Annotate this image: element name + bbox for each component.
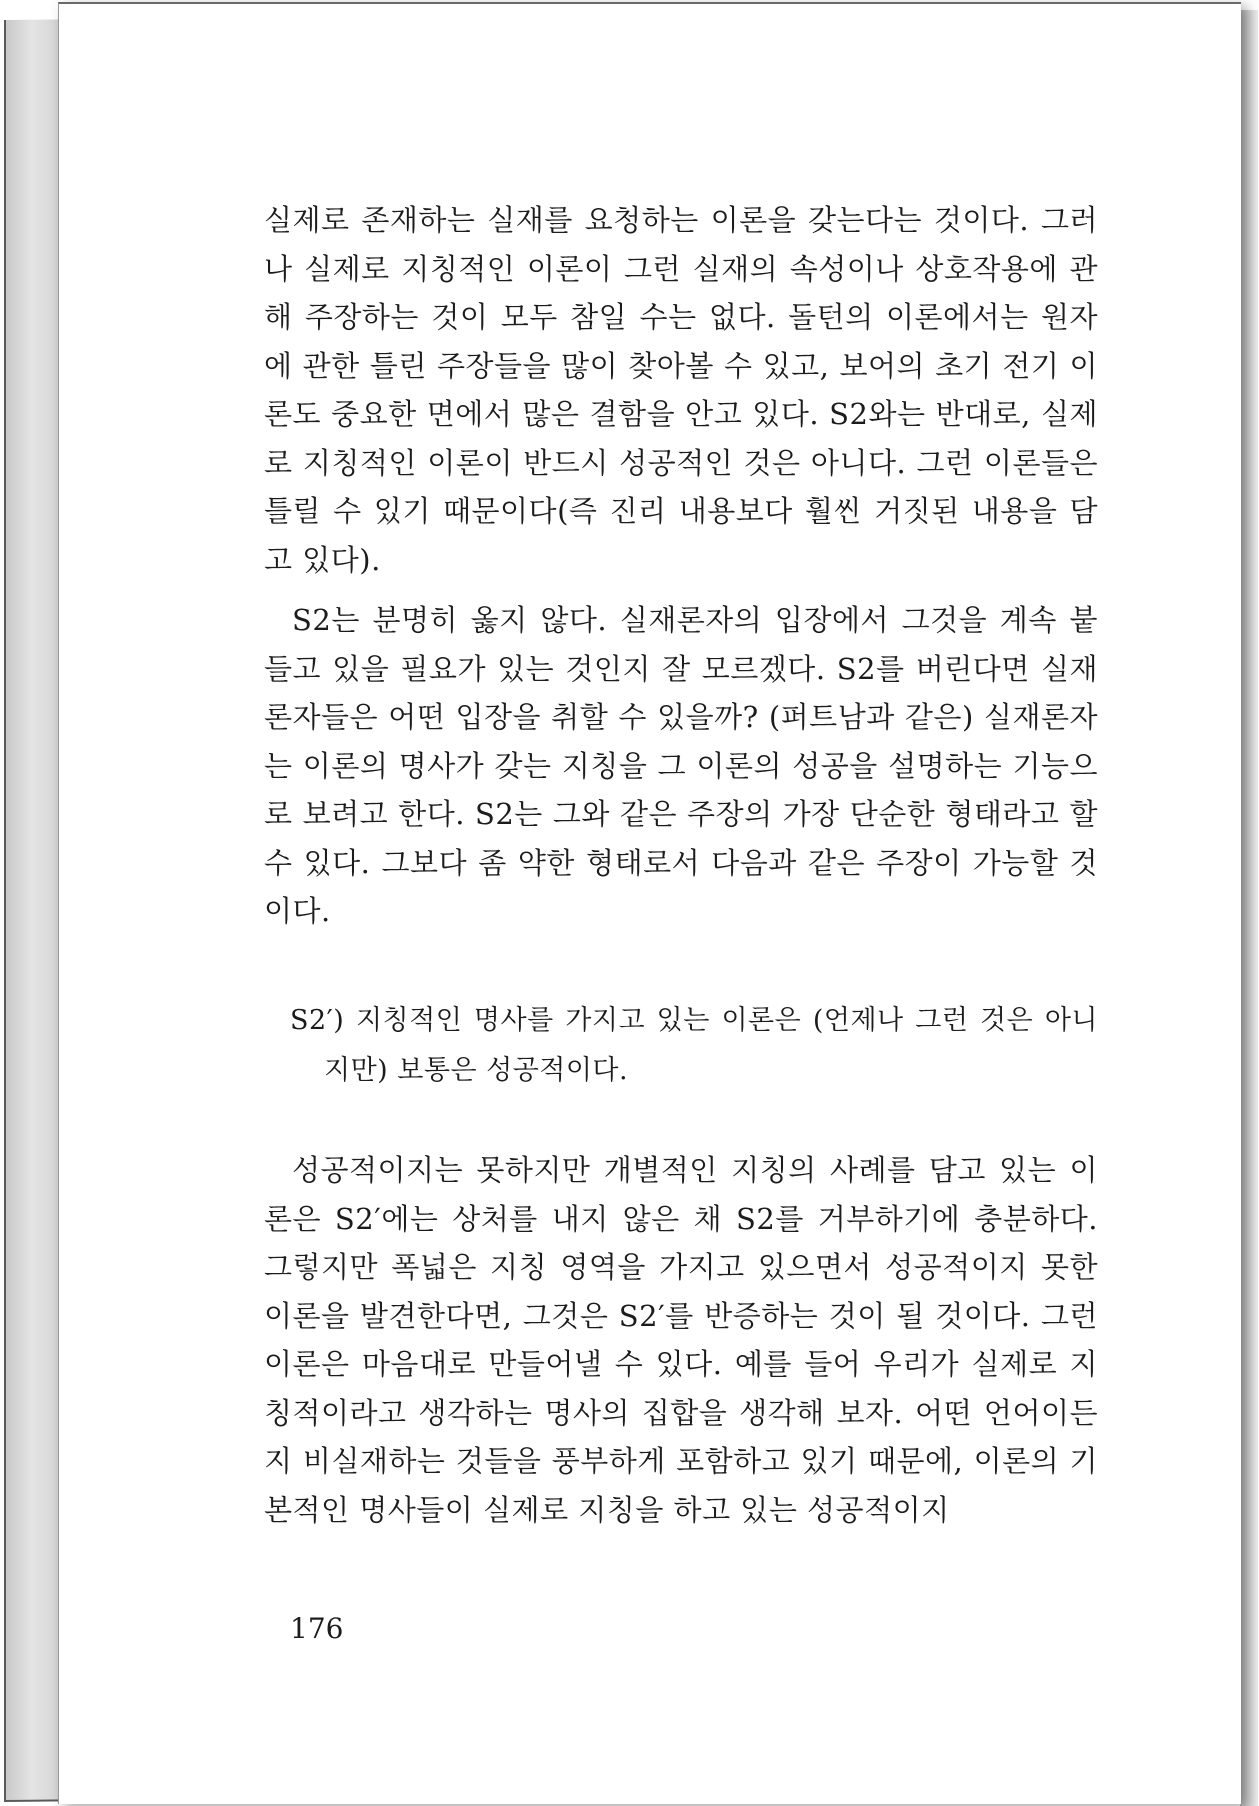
- paragraph-text: S2는 분명히 옳지 않다. 실재론자의 입장에서 그것을 계속 붙들고 있을 필요가 있는 것인지 잘 모르겠다. S2를 버린다면 실재론자들은 어떤 입장을 취할 수 있을까? (퍼트남과 같은) 실재론자는 이론의 명사가 갖는 지칭을 그 이론의 성공을 설명하는 기능으로 보려고 한다. S2는 그와 같은 주장의 가장 단순한 형태라고 할 수 있다. 그보다 좀 약한 형태로서 다음과 같은 주장이 가능할 것이다.: [264, 603, 1098, 928]
- paragraph-text: 성공적이지는 못하지만 개별적인 지칭의 사례를 담고 있는 이론은 S2′에는 상처를 내지 않은 채 S2를 거부하기에 충분하다. 그렇지만 폭넓은 지칭 영역을 가지고 있으면서 성공적이지 못한 이론을 발견한다면, 그것은 S2′를 반증하는 것이 될 것이다. 그런 이론은 마음대로 만들어낼 수 있다. 예를 들어 우리가 실제로 지칭적이라고 생각하는 명사의 집합을 생각해 보자. 어떤 언어이든지 비실재하는 것들을 풍부하게 포함하고 있기 때문에, 이론의 기본적인 명사들이 실제로 지칭을 하고 있는 성공적이지: [264, 1153, 1098, 1527]
- block-quote-s2-prime: [290, 996, 1098, 1096]
- paragraph-text: 실제로 존재하는 실재를 요청하는 이론을 갖는다는 것이다. 그러나 실제로 지칭적인 이론이 그런 실재의 속성이나 상호작용에 관해 주장하는 것이 모두 참일 수는 없다. 돌턴의 이론에서는 원자에 관한 틀린 주장들을 많이 찾아볼 수 있고, 보어의 초기 전기 이론도 중요한 면에서 많은 결함을 안고 있다. S2와는 반대로, 실제로 지칭적인 이론이 반드시 성공적인 것은 아니다. 그런 이론들은 틀릴 수 있기 때문이다(즉 진리 내용보다 훨씬 거짓된 내용을 담고 있다).: [264, 203, 1098, 577]
- page-edge-shadow: [1240, 10, 1258, 1806]
- book-spine: [4, 19, 64, 1802]
- body-paragraph-3: [264, 1146, 1098, 1534]
- body-paragraph-1: [264, 196, 1098, 584]
- page-number: 176: [290, 1612, 344, 1645]
- quote-text: S2′) 지칭적인 명사를 가지고 있는 이론은 (언제나 그런 것은 아니지만) 보통은 성공적이다.: [290, 1005, 1098, 1086]
- body-paragraph-2: [264, 596, 1098, 936]
